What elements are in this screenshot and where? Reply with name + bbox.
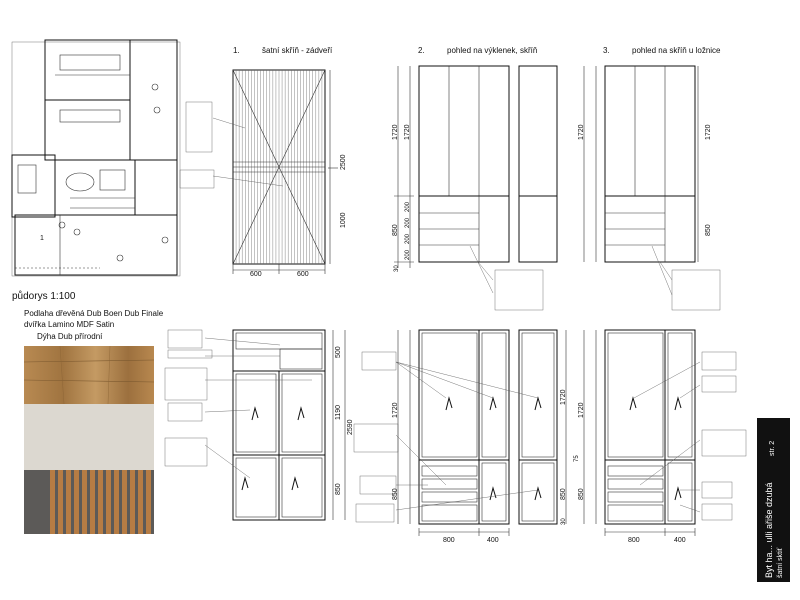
title-block-subtitle: šatní sktiť xyxy=(777,547,784,578)
v1-dim-total: 2500 xyxy=(340,154,347,170)
b1-front-elevation xyxy=(165,330,345,520)
view3-number: 3. xyxy=(603,46,610,55)
svg-text:1: 1 xyxy=(40,235,44,242)
v2-dim-top2: 1720 xyxy=(404,124,411,140)
b3-front-elevation xyxy=(584,330,746,536)
title-block-page: str. 2 xyxy=(769,440,776,456)
title-block xyxy=(757,418,790,582)
v1-annotation-lines xyxy=(180,102,283,188)
b2-dim-h1: 1720 xyxy=(392,402,399,418)
b3-dim-w2: 400 xyxy=(674,537,686,544)
plan-caption: půdorys 1:100 xyxy=(12,291,76,302)
lamino-swatch xyxy=(24,404,154,470)
b3-dim-w1: 800 xyxy=(628,537,640,544)
b1-dim-h1: 500 xyxy=(335,346,342,358)
v2-dim-d2: 200 xyxy=(405,217,411,228)
b3-dim-h1: 1720 xyxy=(578,402,585,418)
view1-number: 1. xyxy=(233,46,240,55)
b2-front-elevation xyxy=(354,330,566,536)
v3-dim-top: 1720 xyxy=(578,124,585,140)
v2-dim-d3: 200 xyxy=(405,233,411,244)
b2-dim-h6: 75 xyxy=(574,455,580,462)
v2-dim-base: 30 xyxy=(394,265,400,272)
b2-dim-w1: 800 xyxy=(443,537,455,544)
view3-elevation xyxy=(584,66,720,310)
floor-plan xyxy=(12,40,180,276)
view2-elevation xyxy=(394,66,557,310)
v2-dim-d1: 200 xyxy=(405,201,411,212)
title-block-title: Byt ha... ulli ařiše dzubá xyxy=(764,482,774,578)
b2-dim-h4: 850 xyxy=(560,488,567,500)
b2-dim-h3: 850 xyxy=(392,488,399,500)
material-label-floor: Podlaha dřevěná Dub Boen Dub Finale xyxy=(24,309,164,318)
material-label-doors: dvířka Lamino MDF Satin xyxy=(24,320,115,329)
material-legend xyxy=(24,309,164,534)
v1-dim-w1: 600 xyxy=(250,271,262,278)
v3-dim-top2: 1720 xyxy=(705,124,712,140)
v1-dim-lower: 1000 xyxy=(340,212,347,228)
b1-dim-h3: 850 xyxy=(335,483,342,495)
floor-oak-swatch xyxy=(24,346,154,404)
b2-dim-h5: 30 xyxy=(561,518,567,525)
v2-dim-d4: 200 xyxy=(405,249,411,260)
view2-title: pohled na výklenek, skříň xyxy=(447,46,538,55)
b3-dim-h2: 850 xyxy=(578,488,585,500)
v1-dim-w2: 600 xyxy=(297,271,309,278)
b2-dim-w2: 400 xyxy=(487,537,499,544)
v2-dim-top: 1720 xyxy=(392,124,399,140)
material-label-veneer: Dýha Dub přírodní xyxy=(37,332,103,341)
b1-dim-h2: 1190 xyxy=(335,404,342,420)
b1-dim-total: 2590 xyxy=(347,419,354,435)
v2-dim-low: 850 xyxy=(392,224,399,236)
v3-dim-low: 850 xyxy=(705,224,712,236)
view3-title: pohled na skříň u ložnice xyxy=(632,46,721,55)
view2-number: 2. xyxy=(418,46,425,55)
view1-slat-wall xyxy=(233,70,338,274)
b2-dim-h2: 1720 xyxy=(560,389,567,405)
view1-title: šatní skříň - zádveří xyxy=(262,46,333,55)
